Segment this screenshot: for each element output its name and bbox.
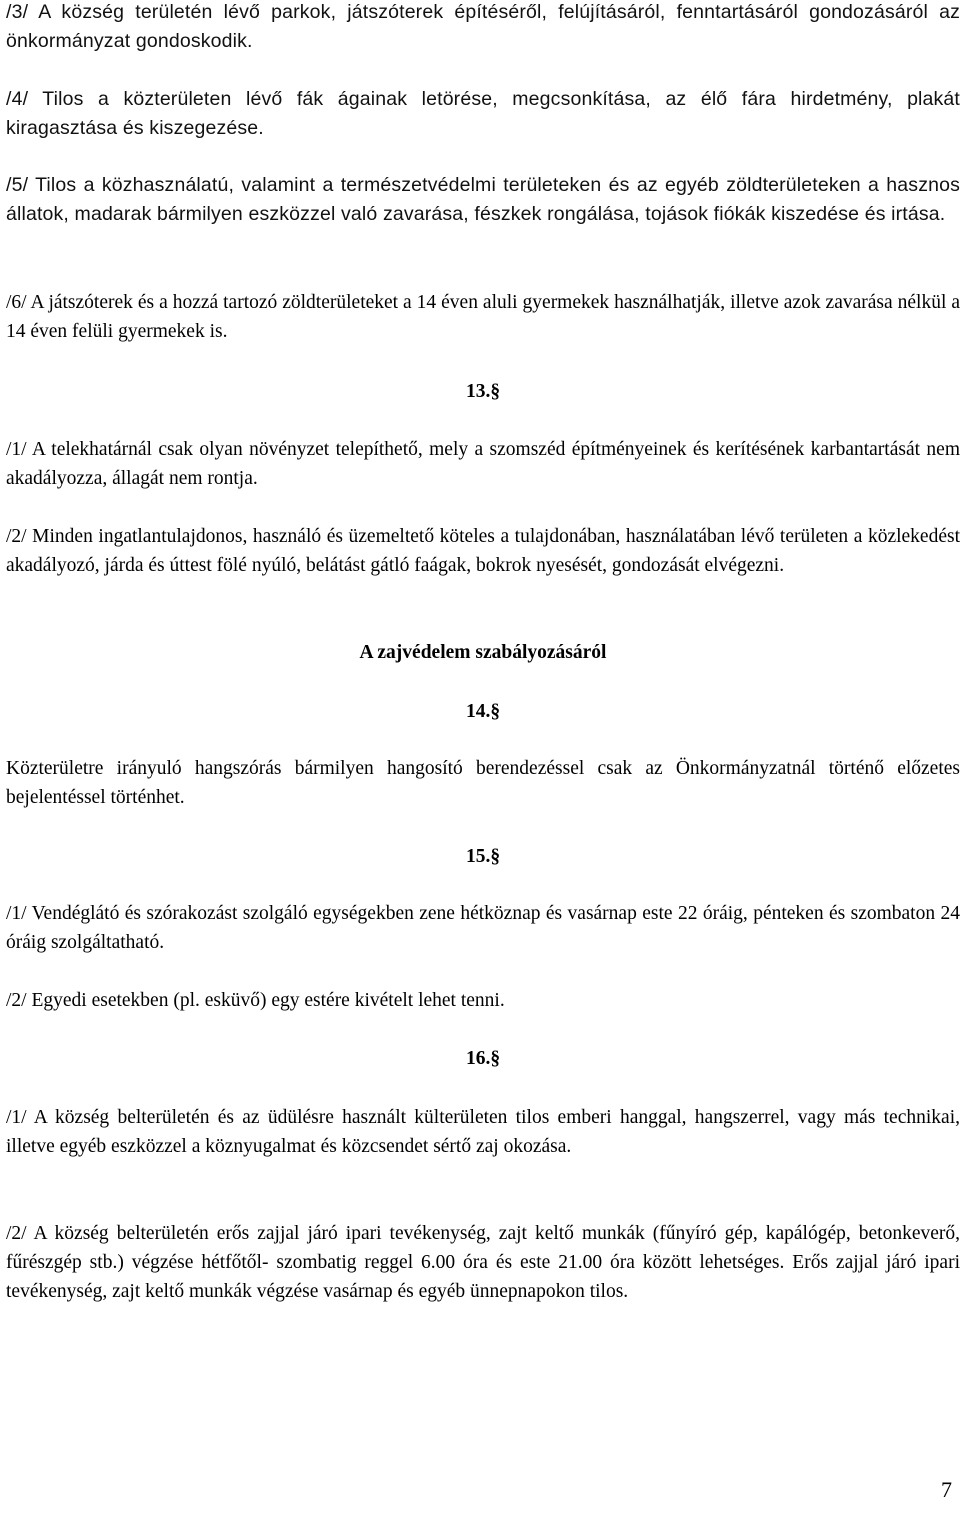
section-14-text: Közterületre irányuló hangszórás bármilyen hangosító berendezéssel csak az Önkormányzatnál történő előzetes bejelentéssel történhet. xyxy=(6,758,960,808)
section-15-paragraph-2: /2/ Egyedi esetekben (pl. esküvő) egy estére kivételt lehet tenni. xyxy=(6,990,505,1011)
paragraph-3: /3/ A község területén lévő parkok, játszóterek építéséről, felújításáról, fenntartásáról gondozásáról az önkormányzat gondoskodik. xyxy=(6,1,960,52)
section-16-paragraph-1: /1/ A község belterületén és az üdülésre használt külterületen tilos emberi hanggal, hangszerrel, vagy más technikai, illetve egyéb eszközzel a köznyugalmat és közcsendet sértő zaj okozása. xyxy=(6,1107,960,1157)
section-13-paragraph-2: /2/ Minden ingatlantulajdonos, használó és üzemeltető köteles a tulajdonában, használatában lévő területen a közlekedést akadályozó, járda és úttest fölé nyúló, belátást gátló faágak, bokrok nyesését, gondozását elvégezni. xyxy=(6,526,960,576)
section-15-number: 15.§ xyxy=(465,846,501,867)
section-16-number: 16.§ xyxy=(465,1048,501,1069)
section-heading: A zajvédelem szabályozásáról xyxy=(359,642,607,663)
paragraph-6: /6/ A játszóterek és a hozzá tartozó zöldterületeket a 14 éven aluli gyermekek használhatják, illetve azok zavarása nélkül a 14 éven felüli gyermekek is. xyxy=(6,292,960,342)
section-15-paragraph-1: /1/ Vendéglátó és szórakozást szolgáló egységekben zene hétköznap és vasárnap este 22 óráig, pénteken és szombaton 24 óráig szolgáltatható. xyxy=(6,903,960,953)
paragraph-5: /5/ Tilos a közhasználatú, valamint a természetvédelmi területeken és az egyéb zöldterületeken a hasznos állatok, madarak bármilyen eszközzel való zavarása, fészkek rongálása, tojások fiókák kiszedése és irtása. xyxy=(6,174,960,225)
section-16-paragraph-2: /2/ A község belterületén erős zajjal járó ipari tevékenység, zajt keltő munkák (fűnyíró gép, kapálógép, betonkeverő, fűrészgép stb.) végzése hétfőtől- szombatig reggel 6.00 óra és este 21.00 óra között lehetséges. Erős zajjal járó ipari tevékenység, zajt keltő munkák végzése vasárnap és egyéb ünnepnapokon tilos. xyxy=(6,1223,960,1302)
section-13-number: 13.§ xyxy=(465,381,501,402)
page-number: 7 xyxy=(941,1477,952,1502)
section-13-paragraph-1: /1/ A telekhatárnál csak olyan növényzet telepíthető, mely a szomszéd építményeinek és kerítésének karbantartását nem akadályozza, állagát nem rontja. xyxy=(6,439,960,489)
paragraph-4: /4/ Tilos a közterületen lévő fák ágainak letörése, megcsonkítása, az élő fára hirdetmény, plakát kiragasztása és kiszegezése. xyxy=(6,88,960,139)
section-14-number: 14.§ xyxy=(465,701,501,722)
